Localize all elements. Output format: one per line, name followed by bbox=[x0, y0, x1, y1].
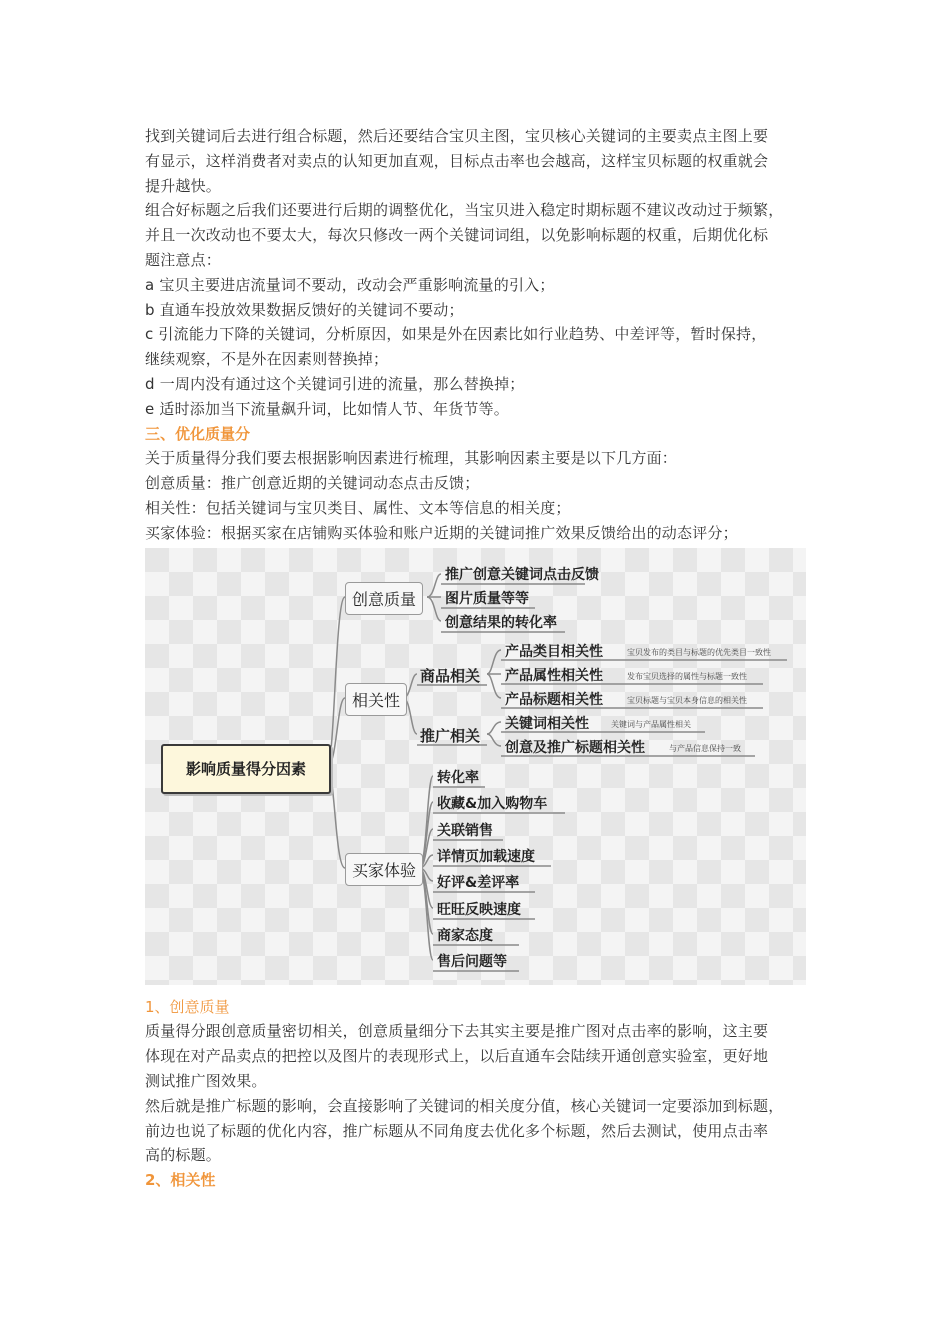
paragraph-line: 前边也说了标题的优化内容，推广标题从不同角度去优化多个标题，然后去测试，使用点击率 bbox=[145, 1121, 769, 1140]
node-product-note: 发布宝贝选择的属性与标题一致性 bbox=[627, 671, 747, 681]
mindmap-root-node: 影响质量得分因素 bbox=[161, 744, 331, 794]
node-buyer-child: 旺旺反映速度 bbox=[437, 901, 521, 918]
node-buyer-child: 详情页加载速度 bbox=[437, 848, 535, 865]
list-item-c: c 引流能力下降的关键词，分析原因，如果是外在因素比如行业趋势、中差评等，暂时保持， bbox=[145, 325, 767, 344]
list-item-b: b 直通车投放效果数据反馈好的关键词不要动； bbox=[145, 300, 464, 319]
paragraph-line: 高的标题。 bbox=[145, 1146, 222, 1165]
node-product-note: 宝贝发布的类目与标题的优先类目一致性 bbox=[627, 647, 771, 657]
paragraph-line: 买家体验：根据买家在店铺购买体验和账户近期的关键词推广效果反馈给出的动态评分； bbox=[145, 523, 738, 542]
node-product-child: 产品属性相关性 bbox=[505, 667, 603, 684]
paragraph-line: 提升越快。 bbox=[145, 176, 222, 195]
node-buyer-child: 转化率 bbox=[437, 769, 479, 786]
node-product-relevance: 商品相关 bbox=[420, 666, 481, 685]
node-buyer-child: 关联销售 bbox=[437, 822, 493, 839]
node-creative-child: 创意结果的转化率 bbox=[445, 614, 557, 631]
paragraph-line: 体现在对产品卖点的把控以及图片的表现形式上，以后直通车会陆续开通创意实验室，更好地 bbox=[145, 1047, 769, 1066]
node-promo-relevance: 推广相关 bbox=[420, 726, 481, 745]
node-product-child: 产品类目相关性 bbox=[505, 643, 603, 660]
node-creative-quality: 创意质量 bbox=[345, 582, 423, 615]
node-promo-child: 关键词相关性 bbox=[505, 715, 589, 732]
list-item-e: e 适时添加当下流量飙升词，比如情人节、年货节等。 bbox=[145, 399, 509, 418]
node-promo-child: 创意及推广标题相关性 bbox=[505, 739, 645, 756]
paragraph-line: 关于质量得分我们要去根据影响因素进行梳理，其影响因素主要是以下几方面： bbox=[145, 449, 678, 468]
node-buyer-child: 售后问题等 bbox=[437, 953, 507, 970]
list-item-d: d 一周内没有通过这个关键词引进的流量，那么替换掉； bbox=[145, 374, 525, 393]
mindmap-figure bbox=[145, 548, 806, 985]
section-heading-1: 1、创意质量 bbox=[145, 997, 230, 1016]
document-body bbox=[145, 124, 811, 1193]
node-promo-note: 关键词与产品属性相关 bbox=[611, 719, 691, 729]
list-item-c-cont: 继续观察，不是外在因素则替换掉； bbox=[145, 350, 389, 369]
paragraph-line: 创意质量：推广创意近期的关键词动态点击反馈； bbox=[145, 474, 480, 493]
section-heading-3: 三、优化质量分 bbox=[145, 424, 251, 443]
node-buyer-experience: 买家体验 bbox=[345, 853, 423, 886]
list-item-a: a 宝贝主要进店流量词不要动，改动会严重影响流量的引入； bbox=[145, 275, 555, 294]
paragraph-line: 组合好标题之后我们还要进行后期的调整优化，当宝贝进入稳定时期标题不建议改动过于频繁， bbox=[145, 201, 784, 220]
node-promo-note: 与产品信息保持一致 bbox=[669, 743, 741, 753]
paragraph-line: 并且一次改动也不要太大，每次只修改一两个关键词词组，以免影响标题的权重，后期优化标 bbox=[145, 226, 769, 245]
node-product-child: 产品标题相关性 bbox=[505, 691, 603, 708]
paragraph-line: 有显示，这样消费者对卖点的认知更加直观，目标点击率也会越高，这样宝贝标题的权重就会 bbox=[145, 151, 769, 170]
node-product-note: 宝贝标题与宝贝本身信息的相关性 bbox=[627, 695, 747, 705]
node-buyer-child: 收藏&加入购物车 bbox=[437, 795, 548, 812]
paragraph-line: 测试推广图效果。 bbox=[145, 1071, 267, 1090]
section-heading-2: 2、相关性 bbox=[145, 1171, 216, 1190]
node-creative-child: 图片质量等等 bbox=[445, 590, 529, 607]
paragraph-line: 然后就是推广标题的影响，会直接影响了关键词的相关度分值，核心关键词一定要添加到标题， bbox=[145, 1096, 784, 1115]
node-buyer-child: 好评&差评率 bbox=[437, 874, 520, 891]
paragraph-line: 质量得分跟创意质量密切相关，创意质量细分下去其实主要是推广图对点击率的影响，这主要 bbox=[145, 1022, 769, 1041]
node-creative-child: 推广创意关键词点击反馈 bbox=[445, 566, 599, 583]
node-buyer-child: 商家态度 bbox=[437, 927, 493, 944]
paragraph-line: 找到关键词后去进行组合标题，然后还要结合宝贝主图，宝贝核心关键词的主要卖点主图上要 bbox=[145, 127, 769, 145]
paragraph-line: 题注意点： bbox=[145, 250, 222, 269]
node-relevance: 相关性 bbox=[345, 683, 407, 716]
paragraph-line: 相关性：包括关键词与宝贝类目、属性、文本等信息的相关度； bbox=[145, 498, 571, 517]
